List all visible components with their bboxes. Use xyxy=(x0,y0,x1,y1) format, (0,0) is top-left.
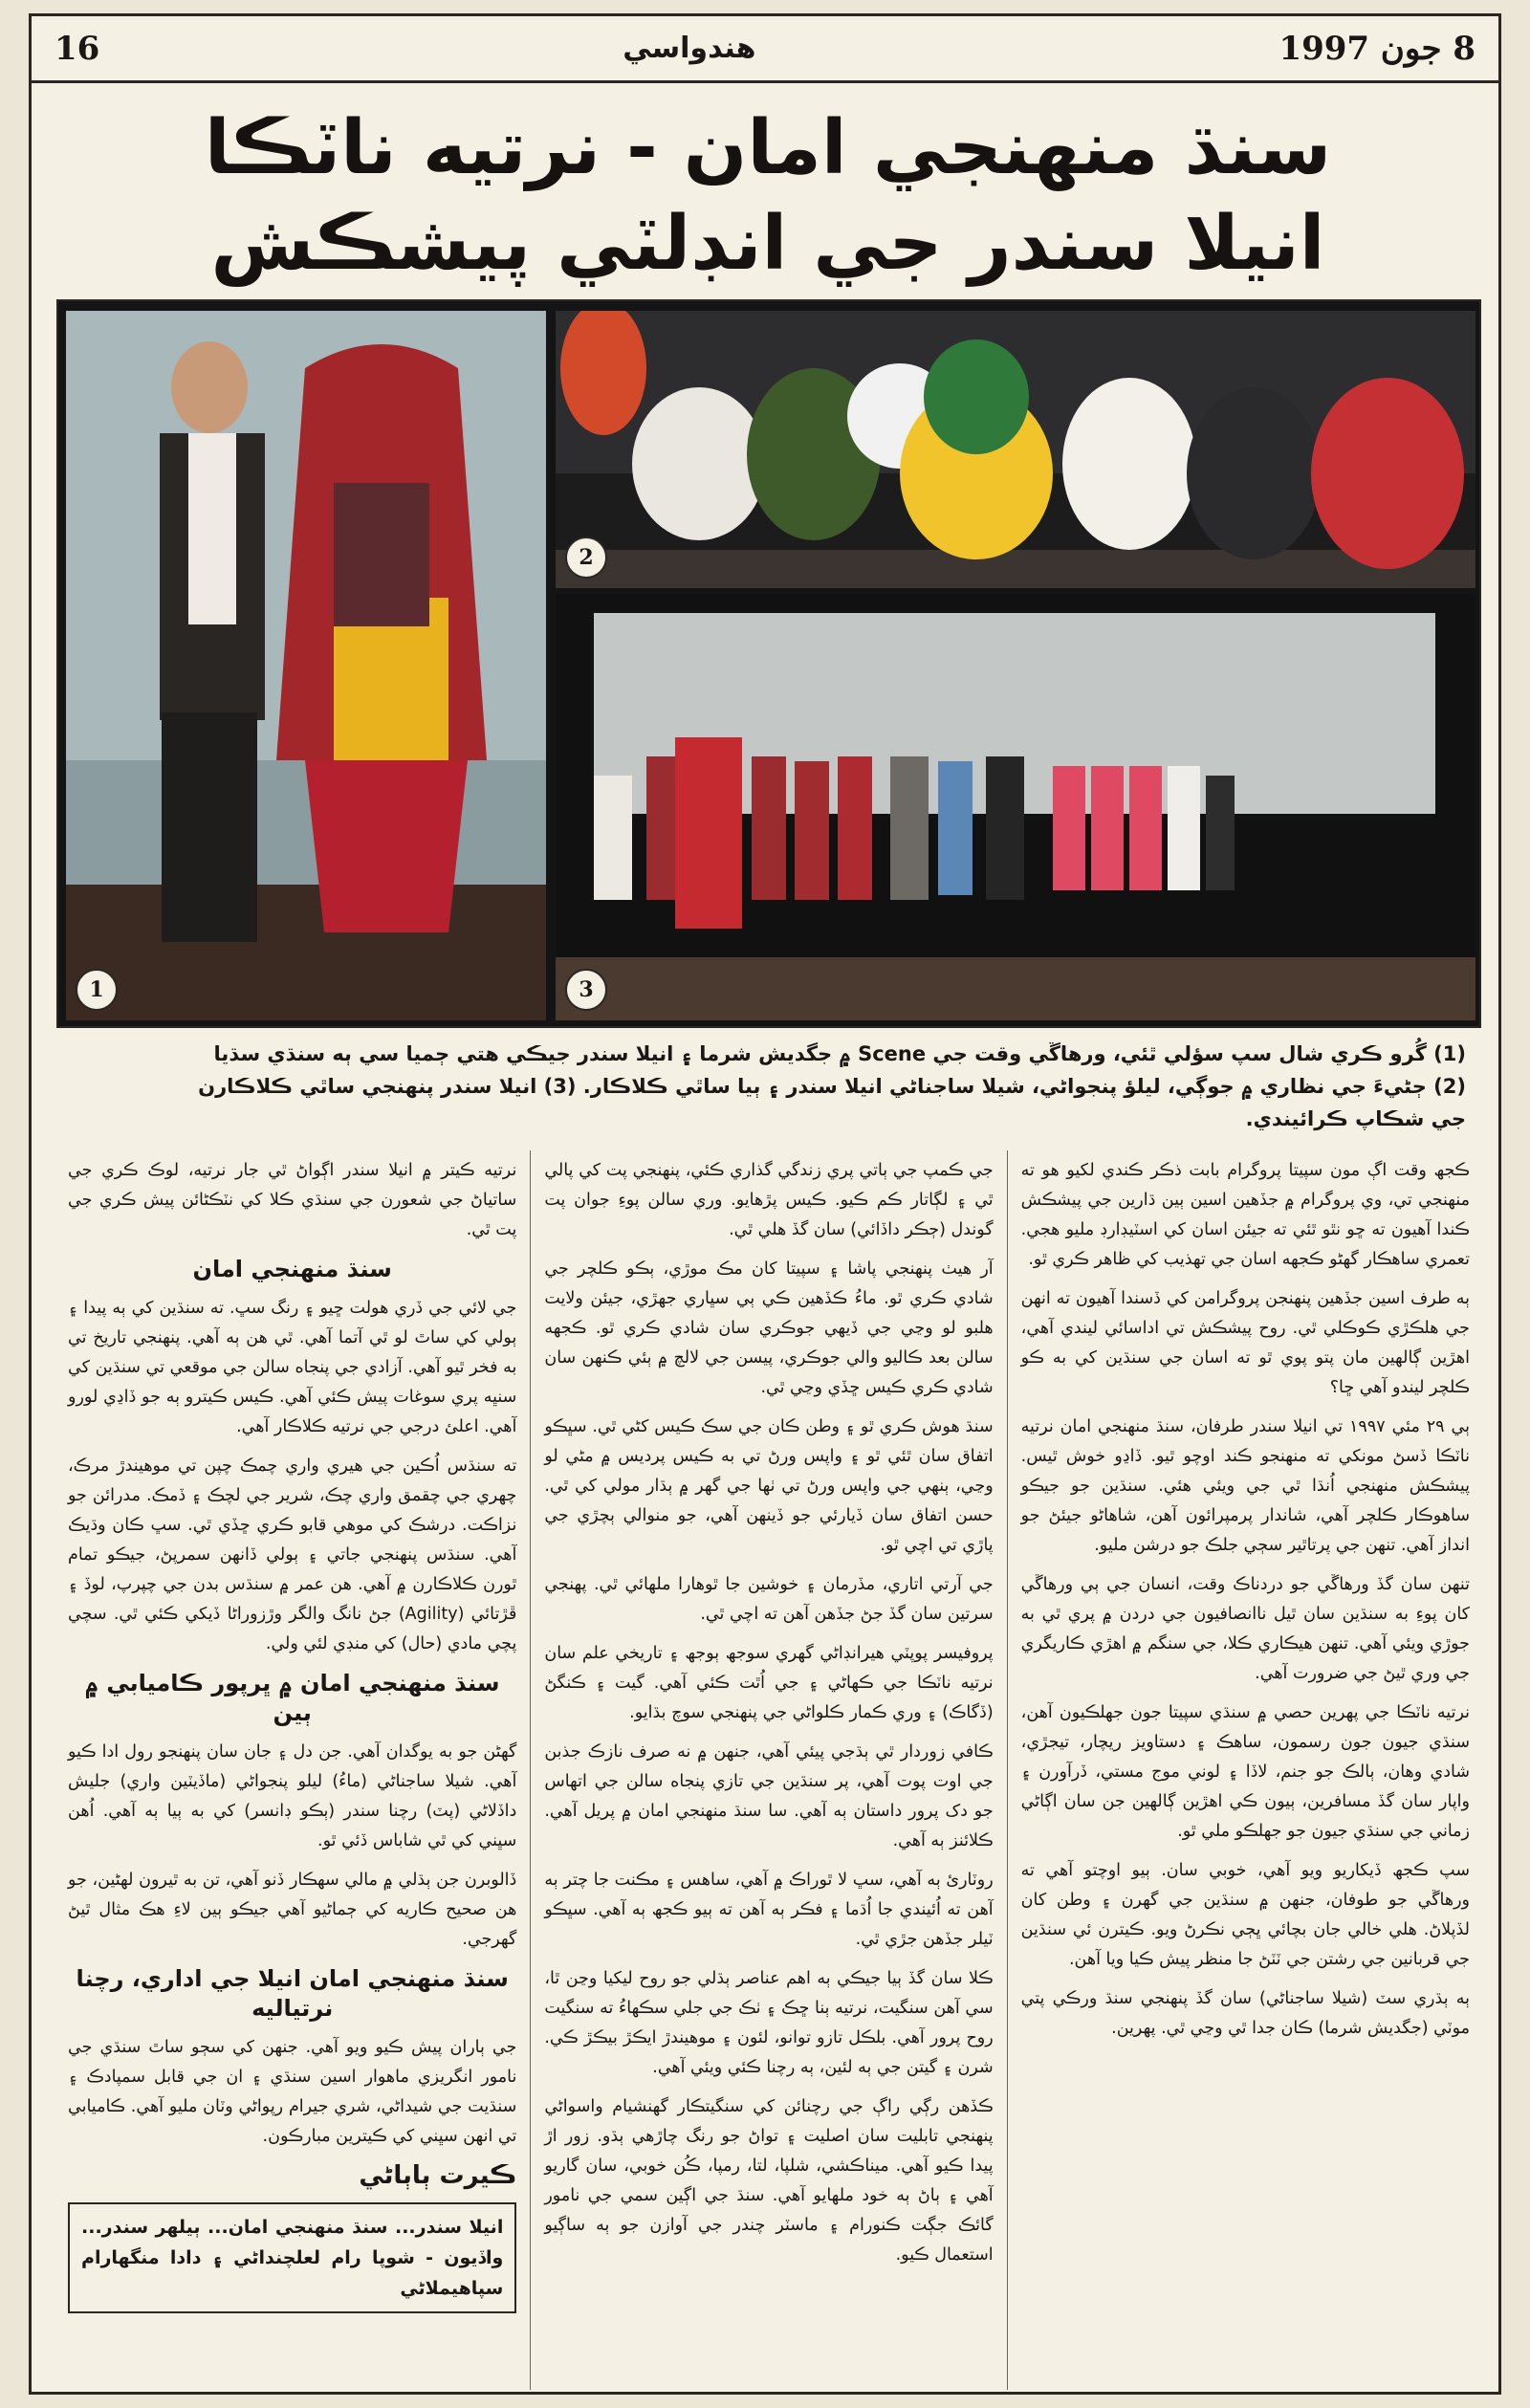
photo-1-number: 1 xyxy=(76,969,118,1011)
photo-3-image xyxy=(556,594,1475,1020)
caption-line-3: جي شڪاپ ڪرائيندي. xyxy=(1245,1107,1466,1130)
photo-artists-lineup xyxy=(556,594,1475,1020)
paragraph: ته سنڌس اُڪين جي هيري واري چمڪ چپن تي موهيندڙ مرڪ، چهري جي چقمق واري چڪ، شرير جي لچڪ ۽ ڏمڪ. مدرائن جو نزاڪت. درشڪ کي موهي قابو ڪري ڇڏي ٿي. سڀ ڪان وڌيڪ آهي. سنڌس پنهنجي جاتي ۽ ٻولي ڏانهن سمرپڻ، جيڪو تمام ٿورن ڪلاڪارن ۾ آهي. هن عمر ۾ سنڌس بدن جي چپرپ، لوڏ ۽ ڦڙتائي (Agility) جڻ نانگ والگر وڙزوراڻا ڏيکي ڪئي ٿي. سچي پچي مادي (حال) کي منڊي لئي ولي. xyxy=(68,1456,517,1653)
paragraph: ٻي ٢٩ مئي ١٩٩٧ تي انيلا سندر طرفان، سنڌ منهنجي امان نرتيه ناٽڪا ڏسڻ مونکي ته منهنجو ڪند اوچو ٿيو. ڏاڍو خوش ٿيس. پيشڪش منهنجي اُنڌا ٿي جي ويئي هئي. سنڌين جو جيڪو ساهوڪار ڪلچر آهي، شاندار پرمپرائون آهن، شاهاڻو جيئڻ جو انداز آهي. تنهن جي پرتاٿير سڄي جلڪ جو درشن مليو. xyxy=(1020,1417,1470,1555)
paragraph: ڏالوبرن جن ٻڌلي ۾ مالي سهڪار ڏنو آهي، تن به ٿيرون لهڻين، جو هن صحيح ڪاريه کي ڄماڻيو آهي جيڪو ٻين لاءِ هڪ مثال ٿيڻ گهرجي. xyxy=(68,1871,517,1949)
page-header xyxy=(32,16,1498,83)
paragraph: ڪافي زوردار ٿي ٻڌجي پيئي آهي، جنهن ۾ نه صرف نازڪ جذبن جي اوت پوت آهي، پر سنڌين جي تازي پنجاه سالن جي اتهاس جو دک پرور داستان ٻه آهي. سا سنڌ منهنجي امان ۾ پريل آهي. ڪلائنز ٻه آهي. xyxy=(544,1742,994,1850)
paragraph: جي لائي جي ڏري هولت ڇيو ۽ رنگ سڀ. ته سنڌين کي ٻه پيدا ۽ ٻولي کي ساٿ لو ٿي آتما آهي. ٿي هن ٻه آهي. پنهنجي تاريخ تي به فخر ٿيو آهي. آزادي جي پنجاه سالن جي موقعي تي سنڌين کي سنڀه پري سوغات پيش ڪئي آهي. ڪيس ڪيترو ٻه جو ڏاڍي لورو آهي. اعلئ درجي جي نرتيه ڪلاڪار آهي. xyxy=(68,1299,517,1436)
newspaper-name: هندواسي xyxy=(623,32,756,65)
photo-2-number: 2 xyxy=(565,536,607,579)
paragraph: آر هيٺ پنهنجي پاشا ۽ سپيتا کان مڪ موڙي، ٻڪو ڪلچر جي شادي ڪري ٿو. ماءُ ڪڏهين ڪي ٻي سڀاري جهڙي، جيئن ولايت هلبو لو وڃي جي ڏيهي جوڪري سان شادي ڪري ٿو. ڪجهه سالن بعد ڪاليو والي جوڪري، پيسن جي لالچ ۾ ٻئي ڪنهن سان شادي ڪري ڪيس ڇڏي وڃي ٿي. xyxy=(544,1259,994,1397)
photo-1-image xyxy=(66,311,546,1020)
caption-line-1: (1) گُرو ڪري شال سپ سؤلي ٿئي، ورهاڱي وقت جي Scene ۾ جگديش شرما ۽ انيلا سندر جيڪي هتي ڄميا سي ٻه سنڌي سڌيا xyxy=(213,1042,1466,1065)
headline-line-1: سنڌ منهنجي امان - نرتيه ناٽڪا xyxy=(204,105,1332,191)
newspaper-page xyxy=(29,13,1501,2395)
photo-seated-scene xyxy=(556,311,1475,588)
photo-performers-portrait xyxy=(66,311,546,1020)
paragraph: گهڻن جو به يوگدان آهي. جن دل ۽ جان سان پنهنجو رول ادا ڪيو آهي. شيلا ساجناڻي (ماءُ) ليلو پنجواڻي (ماڏيٽين واري) جليش داڏلاڻي (پٽ) رچنا سندر (ٻڪو ڊانسر) کي به ٻيا ٻه آهي. اُهن سڀني کي ٿي شاباس ڏئي ٿو. xyxy=(68,1742,517,1850)
photo-3-number: 3 xyxy=(565,969,607,1011)
paragraph: روٽارئ ٻه آهي، سڀ لا ٿوراڪ ۾ آهي، ساهس ۽ مڪنت جا چتر ٻه آهن ته اُئيندي جا اُڌما ۽ فڪر ٻه آهن ته ٻيو ڪجھ ٻه آهي. سڀڪو ٽيلر جڏهن جڙي ٿي. xyxy=(544,1871,994,1949)
issue-date: 8 جون 1997 xyxy=(1279,29,1475,68)
paragraph: سپ ڪجھ ڏيکاريو ويو آهي، خوبي سان. ٻيو اوچتو آهي ته ورهاڱي جو طوفان، جنهن ۾ سنڌين جي گهرن ۽ وطن کان لڏپلاڻ. هلي خالي جان بچائي ڀڄي نڪرڻ ويو. ڪيترن ئي سنڌين جي قربانين جي رشتن جي ٽٽڻ جا منظر پيش ڪيا ويا آهن. xyxy=(1020,1861,1470,1969)
paragraph: ڪڏهن رڳي راڳ جي رچنائن کي سنگيتڪار گهنشيام واسواڻي پنهنجي تابليت سان اصليت ۽ تواڻ جو رنگ چاڙهي ٻڌو. زور اڙ پيدا ڪيو آهي. ميناڪشي، شلپا، لتا، رمپا، ڪُن خوبي، سان گاريو آهي ۽ ٻاڻ ٻه خود ملهايو آهي. سنڌ جي اڳين سمي جي نامور گائڪ جڳت ڪنورام ۽ ماسٽر چندر جي آوازن جو ٻه ساڳيو استعمال ڪيو. xyxy=(544,2097,994,2265)
photo-collage xyxy=(56,299,1481,1028)
subheading: سنڌ منهنجي امان xyxy=(192,1256,392,1282)
paragraph: جي ڪمپ جي ٻاتي پري زندگي گذاري ڪئي، پنهنجي پت کي پالي ٿي ۽ لڳاتار ڪم ڪيو. ڪيس پڙهايو. وري سالن پوءِ جوان پت گوندل (ڄڪر داڏائي) سان گڏ هلي ٿي. xyxy=(544,1161,994,1239)
paragraph: جي آرتي اتاري، مڏرمان ۽ خوشين جا ٿوهارا ملهائي ٿي. پهنجي سرتين سان گڏ جڻ جڏهن آهن ته اچي ٿي. xyxy=(544,1575,994,1624)
paragraph: تنهن سان گڏ ورهاڱي جو دردناڪ وقت، انسان جي ٻي ورهاڱي کان پوءِ به سنڌين سان ٿيل ناانصافيون جي دردن ۾ پري ٿي به جوڙي ويئي آهي. تنهن هيڪاري ڪلا، جي سنگم ۾ اهڙي ڪاريگري جي وري ٿيڻ جي ضرورت آهي. xyxy=(1020,1575,1470,1683)
paragraph: پروفيسر پوپٽي هيرانڊاڻي گهري سوجھ ٻوجھ ۽ تاريخي علم سان نرتيه ناٽڪا جي ڪهاڻي ۽ جي اُٿت ڪئي آهي. گيت ۽ ڪنگڻ (ڏگاڪ) ۽ وري ڪمار ڪلواڻي جي پنهنجي سوچ بڌايو. xyxy=(544,1644,994,1722)
article-body xyxy=(55,1150,1483,2390)
page-number: 16 xyxy=(55,29,100,68)
paragraph: نرتيه ڪيتر ۾ انيلا سندر اڳواڻ ٿي جار نرتيه، لوڪ ڪري جي ساتياڻ جي شعورن جي سنڌي ڪلا کي نٽڪڻائن پيش ڪري جي پت ٿي. xyxy=(68,1161,517,1239)
paragraph: ڪجھ وقت اڳ مون سپيتا پروگرام بابت ذڪر ڪندي لکيو هو ته منهنجي تي، وي پروگرام ۾ جڏهين اسين ٻين ڌارين جي پيشڪش ڪندا آهيون ته ڇو نٿو ٿئي ته جيئن اسان کي اسٽيڊارڊ مليو هجي. تعمري ساهڪار گهڻو ڪجهه اسان جي تهذيب کي ظاهر ڪري ٿو. xyxy=(1020,1161,1470,1269)
subheading: سنڌ منهنجي امان انيلا جي اداري، رچنا نرتياليه xyxy=(76,1965,509,2022)
article-column-3 xyxy=(55,1150,531,2390)
author-byline: ڪيرت ٻاٻاڻي xyxy=(359,2161,517,2190)
article-column-1 xyxy=(1008,1150,1483,2390)
paragraph: ڪلا سان گڏ ٻيا جيڪي ٻه اهم عناصر ٻڌلي جو روح ليکيا وڃن ٿا، سي آهن سنگيت، نرتيه ٻنا ڇڪ ۽ ٺڪ جي جلي سڪهاءُ ته سنگيت روح پرور آهي. بلڪل تازو توانو، لئون ۽ موهيندڙ ايڪڙ بيڪڙ ڪي. شرن ۽ گيتن جي ٻه لئين، ٻه رچنا ڪئي ويئي آهي. xyxy=(544,1969,994,2077)
paragraph: سنڌ هوش ڪري ٿو ۽ وطن ڪان جي سڪ ڪيس کڻي ٿي. سڀڪو اتفاق سان ٿئي ٿو ۽ واپس ورڻ تي به ڪيس پرديس ۾ مڻي لو وڃي، ٻنهي جي واپس ورڻ تي ٺها جي گهر ۾ ٻڌار مولي کي ٿي. حسن اتفاق سان ڏيارئي جو ڏينهن آهي، جو منوالي ٻچڙي جي پاڙي تي اچي ٿو. xyxy=(544,1417,994,1555)
paragraph: ٻه طرف اسين جڏهين پنهنجن پروگرامن کي ڏسندا آهيون ته انهن جي هلڪڙي ڪوڪلي ٿي. روح پيشڪش تي اداسائي ليندي آهي، اهڙين ڳالهين مان پتو پوي ٿو ته اسان جي سنڌين کي به ڪو ڪلچر ليندو آهي ڇا؟ xyxy=(1020,1289,1470,1397)
photo-caption xyxy=(70,1038,1466,1143)
boxed-note: انيلا سندر... سنڌ منهنجي امان... ٻيلهر سندر... واڏيون - شوپا رام لعلچنداڻي ۽ دادا منگهارام سپاهيملاڻي xyxy=(68,2202,516,2313)
paragraph: جي ٻاران پيش ڪيو ويو آهي. جنهن کي سڄو ساٿ سنڌي جي نامور انگريزي ماهوار اسين سنڌي ۽ ان جي قابل سمپادڪ ۽ سنڌيت جي شيداڻي، شري جيرام رپواڻي وٽان مليو آهي. ڪاميابي تي انهن سڀني کي ڪيترين مبارڪون. xyxy=(68,2038,517,2146)
article-column-2 xyxy=(531,1150,1007,2390)
photo-2-image xyxy=(556,311,1475,588)
headline-line-2: انيلا سندر جي انڊلٽي پيشڪش xyxy=(210,201,1325,287)
caption-line-2: (2) ڄڻيءَ جي نظاري ۾ جوڳي، ليلؤ پنجواڻي، شيلا ساجناڻي انيلا سندر ۽ ٻيا ساٿي ڪلاڪار. (3) انيلا سندر پنهنجي ساٿي ڪلاڪارن xyxy=(198,1075,1466,1098)
headline xyxy=(70,102,1466,294)
subheading: سنڌ منهنجي امان ۾ ڀرپور ڪاميابي ۾ ٻين xyxy=(84,1670,500,1726)
paragraph: ٻه ٻڌري سٽ (شيلا ساجناڻي) سان گڏ پنهنجي سنڌ ورڪي پتي موٽي (جگديش شرما) ڪان جدا ٿي وڃي ٿي. پهرين. xyxy=(1020,1989,1470,2038)
paragraph: نرتيه ناٽڪا جي پهرين حصي ۾ سنڌي سپيتا جون جهلڪيون آهن، سنڌي جيون جون رسمون، ساهڪ ۽ دستاويز ريچار، تيجڙي، شادي وهان، ٻالڪ جو جنم، لاڏا ۽ لوني موج مستي، ڏرآورن ۽ واپار سان گڏ مسافرين، ٻيون ڪي اهڙين ڳالهين جن سان اڳاڻي زماني جي سنڌي جيون جو جهلڪو ملي ٿو. xyxy=(1020,1703,1470,1841)
